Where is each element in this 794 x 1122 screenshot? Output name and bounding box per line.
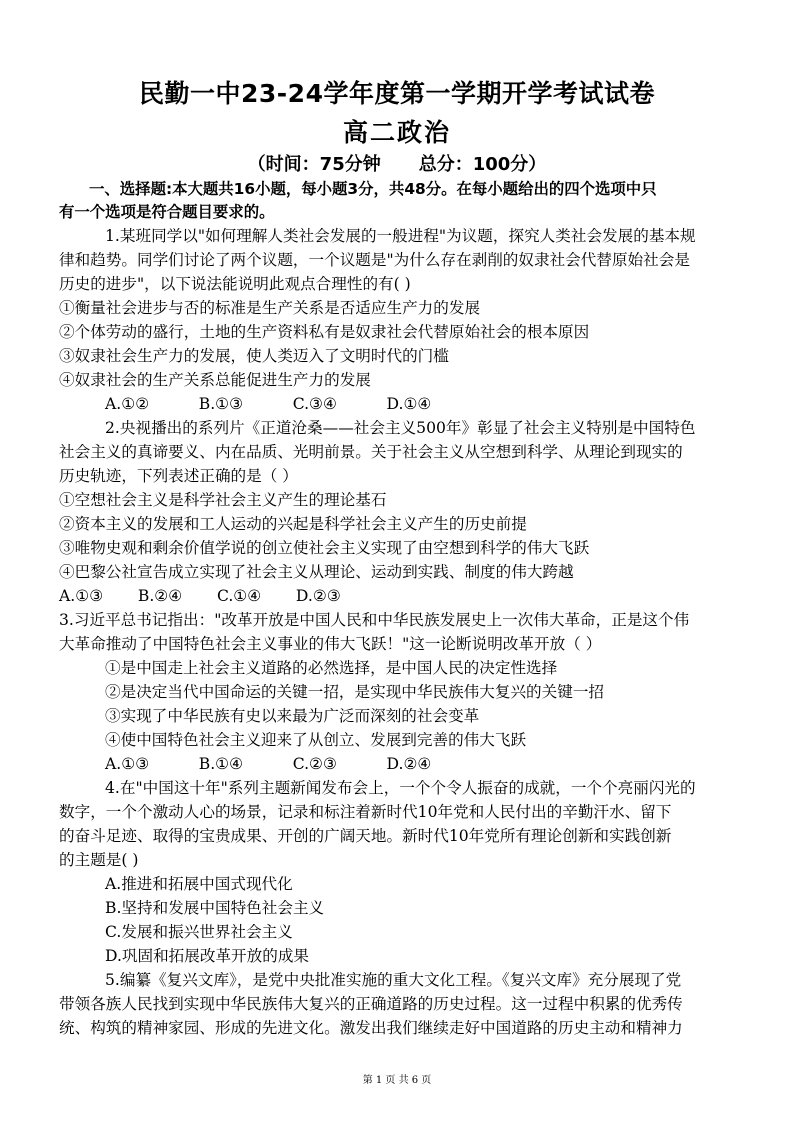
exam-info: [0, 150, 794, 176]
q4-option-d: D.巩固和拓展改革开放的成果: [105, 947, 310, 965]
q1-stem: 1.某班同学以"如何理解人类社会发展的一般进程"为议题，探究人类社会发展的基本规: [105, 227, 696, 245]
q2-statement: ②资本主义的发展和工人运动的兴起是科学社会主义产生的历史前提: [59, 515, 527, 533]
q3-stem: 3.习近平总书记指出："改革开放是中国人民和中华民族发展史上一次伟大革命，正是这个伟: [59, 611, 690, 629]
q2-options: A.①③ B.②④ C.①④ D.②③: [59, 587, 341, 605]
q4-stem: 数字，一个个激动人心的场景，记录和标注着新时代10年党和人民付出的辛勤汗水、留下: [59, 803, 672, 821]
q4-stem: 4.在"中国这十年"系列主题新闻发布会上，一个个令人振奋的成就，一个个亮丽闪光的: [105, 779, 696, 797]
q2-stem: 历史轨迹，下列表述正确的是（ ）: [59, 467, 298, 485]
page-title: 民勤一中23-24学年度第一学期开学考试试卷: [139, 79, 655, 108]
section-heading: 一、选择题:本大题共16小题，每小题3分，共48分。在每小题给出的四个选项中只: [89, 180, 657, 198]
page-number: 第 1 页 共 6 页: [362, 1075, 432, 1086]
q1-statement: ③奴隶社会生产力的发展，使人类迈入了文明时代的门槛: [59, 347, 449, 365]
q3-options: A.①③ B.①④ C.②③ D.②④: [105, 755, 432, 773]
q1-stem: 律和趋势。同学们讨论了两个议题，一个议题是"为什么存在剥削的奴隶社会代替原始社会是: [59, 251, 690, 269]
q2-statement: ①空想社会主义是科学社会主义产生的理论基石: [59, 491, 387, 509]
exam-score: 总分：100分）: [418, 154, 547, 175]
q2-stem: 2.央视播出的系列片《正道沧桑——社会主义500年》彰显了社会主义特别是中国特色: [105, 419, 696, 437]
q4-option-c: C.发展和振兴世界社会主义: [105, 923, 293, 941]
q1-statement: ②个体劳动的盛行，土地的生产资料私有是奴隶社会代替原始社会的根本原因: [59, 323, 590, 341]
q5-stem: 带领各族人民找到实现中华民族伟大复兴的正确道路的历史过程。这一过程中积累的优秀传: [59, 995, 683, 1013]
q1-options: A.①② B.①③ C.③④ D.①④: [105, 395, 432, 413]
section-heading-cont: 有一个选项是符合题目要求的。: [59, 203, 275, 221]
q3-statement: ②是决定当代中国命运的关键一招，是实现中华民族伟大复兴的关键一招: [105, 683, 605, 701]
q2-stem: 社会主义的真谛要义、内在品质、光明前景。关于社会主义从空想到科学、从理论到现实的: [59, 443, 683, 461]
q5-stem: 统、构筑的精神家园、形成的先进文化。激发出我们继续走好中国道路的历史主动和精神力: [59, 1019, 683, 1037]
page-subtitle: 高二政治: [342, 118, 451, 147]
q4-option-a: A.推进和拓展中国式现代化: [105, 875, 293, 893]
q2-statement: ③唯物史观和剩余价值学说的创立使社会主义实现了由空想到科学的伟大飞跃: [59, 539, 590, 557]
exam-time: （时间：75分钟: [247, 154, 381, 175]
q3-statement: ③实现了中华民族有史以来最为广泛而深刻的社会变革: [105, 707, 480, 725]
q1-stem: 历史的进步"，以下说法能说明此观点合理性的有( ): [59, 275, 411, 293]
q4-stem: 的奋斗足迹、取得的宝贵成果、开创的广阔天地。新时代10年党所有理论创新和实践创新: [59, 827, 672, 845]
q1-statement: ④奴隶社会的生产关系总能促进生产力的发展: [59, 371, 371, 389]
q1-statement: ①衡量社会进步与否的标准是生产关系是否适应生产力的发展: [59, 299, 481, 317]
q3-statement: ①是中国走上社会主义道路的必然选择，是中国人民的决定性选择: [105, 659, 558, 677]
q4-stem: 的主题是( ): [59, 851, 139, 869]
q4-option-b: B.坚持和发展中国特色社会主义: [105, 899, 325, 917]
q3-statement: ④使中国特色社会主义迎来了从创立、发展到完善的伟大飞跃: [105, 731, 527, 749]
q3-stem: 大革命推动了中国特色社会主义事业的伟大飞跃！"这一论断说明改革开放（ ）: [59, 635, 602, 653]
q5-stem: 5.编纂《复兴文库》，是党中央批准实施的重大文化工程。《复兴文库》充分展现了党: [105, 971, 682, 989]
q2-statement: ④巴黎公社宣告成立实现了社会主义从理论、运动到实践、制度的伟大跨越: [59, 563, 574, 581]
